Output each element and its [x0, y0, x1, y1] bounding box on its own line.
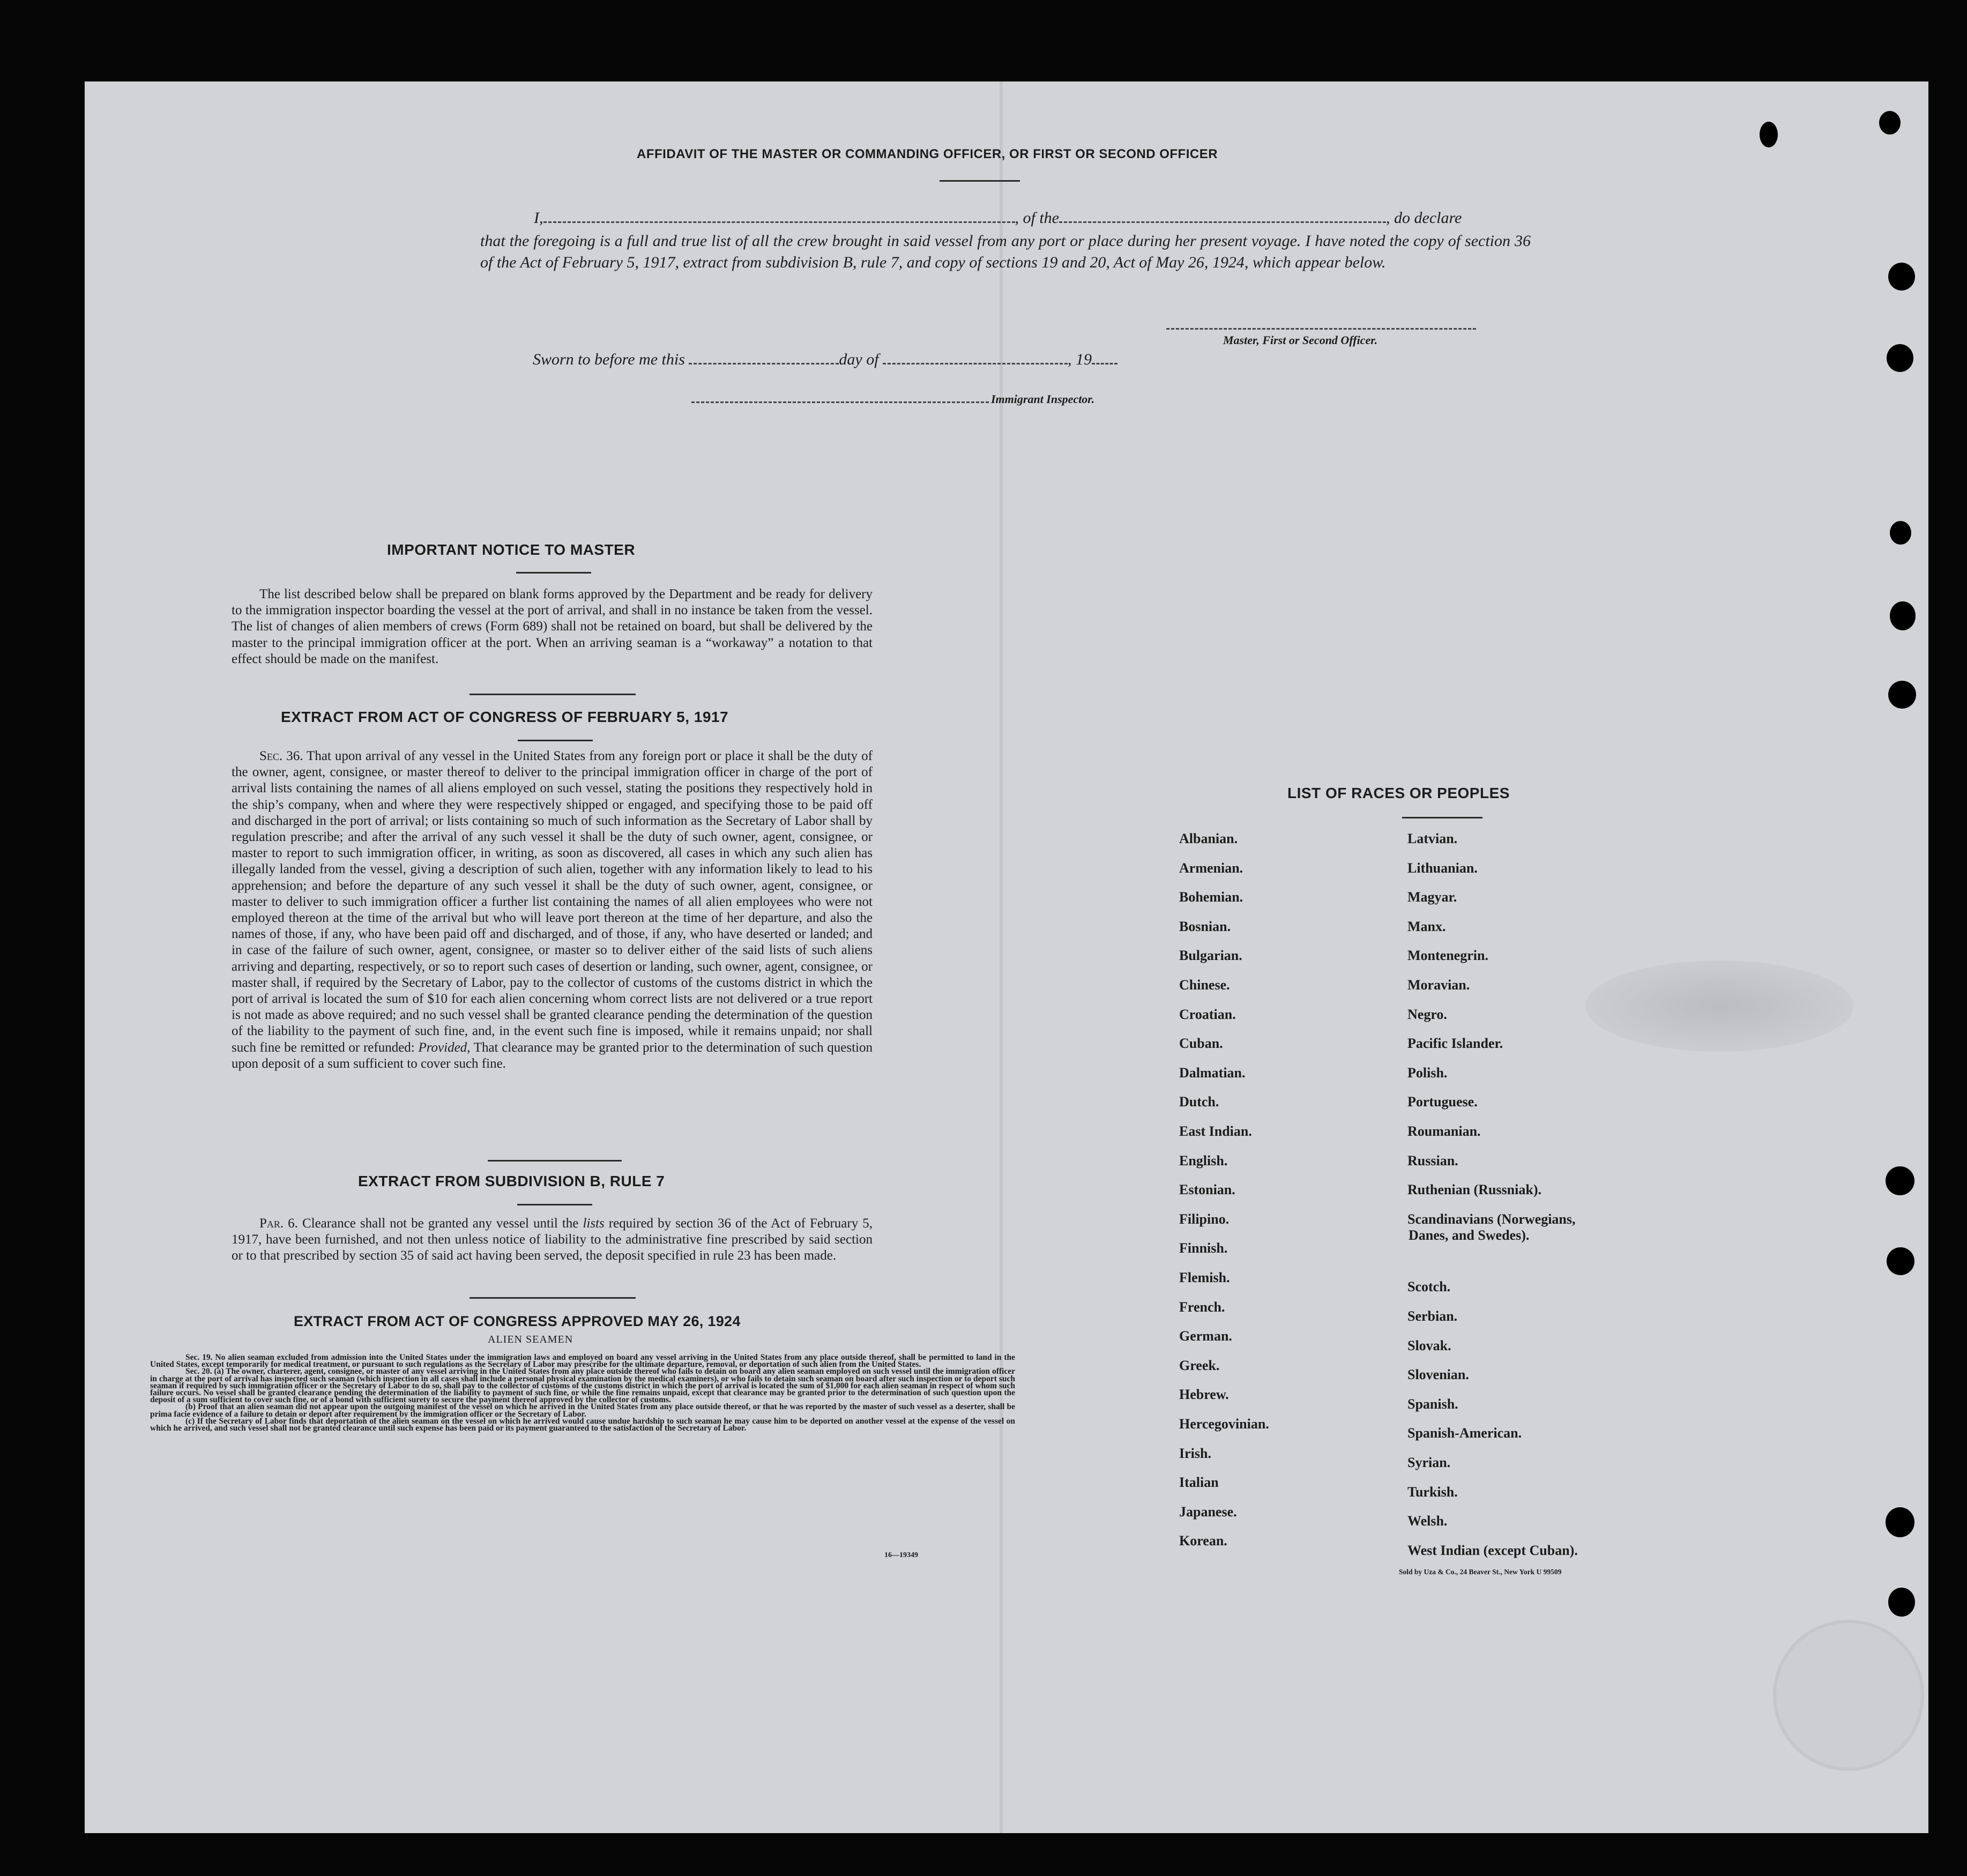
race-item: Roumanian. [1407, 1123, 1481, 1139]
race-item: Dalmatian. [1179, 1064, 1246, 1081]
embossed-seal [1773, 1620, 1924, 1771]
section-20a: Sec. 20. (a) The owner, charterer, agent, consignee, or master of any vessel arriving in the United States from any place outside thereof who fails to detain on board any alien seaman employed on such vessel until the immigration officer in charge at the port of arrival has inspected such seaman (which inspection in all cases shall include a personal physical examination by the medical examiners), or who fails to detain such seaman on board after such inspection or to deport such seaman if required by such immigration officer or the Secretary of Labor to do so, shall pay to the collector of customs of the customs district in which the port of arrival is located the sum of $1,000 for each alien seaman in respect of whom such failure occurs. No vessel shall be granted clearance pending the determination of the liability to payment of such fine, or while the fine remains unpaid, except that clearance may be granted prior to the determination of such question upon the deposit of a sum sufficient to cover such fine, or of a bond with sufficient surety to secure the payment thereof approved by the collector of customs. [150, 1367, 1015, 1405]
race-item: Slovak. [1407, 1337, 1451, 1353]
month-blank[interactable] [883, 363, 1068, 364]
race-item: Japanese. [1179, 1503, 1237, 1520]
race-item: Greek. [1179, 1357, 1220, 1373]
divider [940, 180, 1020, 182]
race-item: Bosnian. [1179, 918, 1231, 934]
race-item: Scotch. [1407, 1279, 1451, 1295]
race-item: Portuguese. [1407, 1094, 1478, 1110]
race-item: Croatian. [1179, 1006, 1236, 1022]
race-item: Irish. [1179, 1445, 1211, 1461]
race-item: German. [1179, 1328, 1232, 1344]
form-number: 16—19349 [884, 1551, 918, 1559]
signature-blank[interactable] [1166, 328, 1476, 330]
race-item: Slovenian. [1407, 1367, 1469, 1383]
binder-hole [1879, 111, 1901, 135]
race-item: Hebrew. [1179, 1387, 1229, 1403]
inspector-line [691, 392, 1094, 406]
binder-hole [1760, 122, 1778, 147]
race-item: Syrian. [1407, 1455, 1451, 1470]
binder-hole [1890, 521, 1911, 545]
binder-hole [1888, 263, 1915, 291]
binder-hole [1886, 1507, 1914, 1537]
day-blank[interactable] [689, 363, 839, 364]
provided-word: Provided, [418, 1040, 471, 1055]
race-item: Latvian. [1407, 831, 1458, 846]
race-item: Cuban. [1179, 1036, 1223, 1052]
rule-7-text-a: Clearance shall not be granted any vessel until the [302, 1216, 579, 1231]
rule-7-title: EXTRACT FROM SUBDIVISION B, RULE 7 [358, 1173, 665, 1189]
extract-1917-title: EXTRACT FROM ACT OF CONGRESS OF FEBRUARY 5, 1917 [281, 709, 729, 725]
binder-hole [1886, 1166, 1914, 1195]
race-item: Bulgarian. [1179, 948, 1242, 964]
race-item: Estonian. [1179, 1182, 1235, 1198]
race-item: Negro. [1407, 1006, 1447, 1022]
section-36-text: That upon arrival of any vessel in the United States from any foreign port or place it shall be the duty of the owner, agent, consignee, or master thereof to deliver to the principal immigration officer in charge of the port of arrival lists containing the names of all aliens employed on such vessel, stating the positions they respectively hold in the ship’s company, when and where they were respectively shipped or engaged, and specifying those to be paid off and discharged in the port of arrival; or lists containing so much of such information as the Secretary of Labor shall by regulation prescribe; and after the arrival of any such vessel it shall be the duty of such owner, agent, consignee, or master to report to such immigration officer, in writing, as soon as discovered, all cases in which any such alien has illegally landed from the vessel, giving a description of such alien, together with any information likely to lead to his apprehension; and before the departure of any such vessel it shall be the duty of such owner, agent, consignee, or master to deliver to such immigration officer a further list containing the names of all alien employees who were not employed thereon at the time of the arrival but who will leave port thereon at the time of her departure, and also the names of those, if any, who have been paid off and discharged, and of those, if any, who have deserted or landed; and in case of the failure of such owner, agent, consignee, or master so to deliver either of the said lists of such aliens arriving and departing, respectively, or so to report such cases of desertion or landing, such owner, agent, consignee, or master shall, if required by the Secretary of Labor, pay to the collector of customs of the customs district in which the port of arrival is located the sum of $10 for each alien concerning whom correct lists are not delivered or a true report is not made as above required; and no such vessel shall be granted clearance pending the determination of the question of the liability to the payment of such fine, and, in the event such fine is imposed, while it remains unpaid; nor shall such fine be remitted or refunded: [232, 749, 873, 1055]
fold-line [1000, 81, 1003, 1833]
race-item: Magyar. [1407, 889, 1457, 905]
races-title: LIST OF RACES OR PEOPLES [1287, 785, 1510, 801]
inspector-label: Immigrant Inspector. [991, 392, 1095, 406]
race-item: Flemish. [1179, 1270, 1230, 1285]
affidavit-body: that the foregoing is a full and true list of all the crew brought in said vessel from any port or place during her present voyage. I have noted the copy of section 36 of the Act of February 5, 1917, extract from subdivision B, rule 7, and copy of sections 19 and 20, Act of May 26, 1924, which appear below. [480, 232, 1531, 271]
section-20b: (b) Proof that an alien seaman did not appear upon the outgoing manifest of the vessel on which he arrived in the United States from any place outside thereof, or that he was reported by the master of such vessel as a deserter, shall be prima facie evidence of a failure to detain or deport after requirement by the immigration officer or the Secretary of Labor. [150, 1402, 1015, 1419]
race-item: Turkish. [1407, 1484, 1458, 1500]
race-item: Spanish-American. [1407, 1425, 1522, 1441]
sworn-year: , 19 [1068, 351, 1092, 368]
race-item: Finnish. [1179, 1240, 1228, 1256]
race-item: Italian [1179, 1475, 1219, 1491]
race-item: Korean. [1179, 1533, 1227, 1549]
race-item: Hercegovinian. [1179, 1416, 1269, 1432]
binder-hole [1888, 1588, 1915, 1617]
divider [488, 1160, 622, 1162]
binder-hole [1887, 344, 1913, 372]
divider [1402, 817, 1482, 818]
divider [516, 572, 591, 574]
document-sheet [85, 81, 1928, 1833]
section-36-end: That clearance may be granted prior to the determination of such question upon deposit of a sum sufficient to cover such fine. [232, 1040, 873, 1071]
rule-7-body [232, 1216, 873, 1264]
race-item: Polish. [1407, 1064, 1448, 1081]
race-item: Filipino. [1179, 1211, 1230, 1227]
affidavit-of-the: , of the [1015, 209, 1059, 227]
race-item: Lithuanian. [1407, 860, 1478, 876]
race-item: Moravian. [1407, 977, 1470, 993]
race-item: Bohemian. [1179, 889, 1243, 905]
race-item: Chinese. [1179, 977, 1230, 993]
race-item: French. [1179, 1299, 1225, 1315]
race-item: Dutch. [1179, 1094, 1219, 1110]
race-item: Spanish. [1407, 1396, 1458, 1412]
section-19: Sec. 19. No alien seaman excluded from admission into the United States under the immigration laws and employed on board any vessel arriving in the United States from any place outside thereof, shall be permitted to land in the United States, except temporarily for medical treatment, or pursuant to such regulations as the Secretary of Labor may prescribe for the ultimate departure, removal, or deportation of such alien from the United States. [150, 1353, 1015, 1369]
race-item: Welsh. [1407, 1513, 1448, 1529]
race-item: Albanian. [1179, 831, 1238, 846]
extract-1924-title: EXTRACT FROM ACT OF CONGRESS APPROVED MAY 26, 1924 [294, 1313, 741, 1329]
extract-1917-body [232, 748, 873, 1072]
race-item: Russian. [1407, 1152, 1458, 1168]
race-item: Montenegrin. [1407, 948, 1488, 964]
par-6-label: Par. 6. [259, 1216, 298, 1231]
section-36-label: Sec. 36. [259, 749, 303, 763]
divider [470, 1297, 636, 1299]
divider [517, 1204, 592, 1205]
year-blank[interactable] [1092, 363, 1117, 364]
extract-1924-body [150, 1354, 1015, 1432]
affidavit-declaration-line [534, 209, 1584, 227]
race-item: Danes, and Swedes). [1409, 1227, 1530, 1243]
race-item: English. [1179, 1152, 1228, 1168]
sworn-prefix: Sworn to before me this [533, 351, 685, 368]
binder-hole [1887, 1247, 1914, 1275]
lists-word: lists [583, 1216, 605, 1231]
printer-imprint: Sold by Uza & Co., 24 Beaver St., New York U 99509 [1399, 1568, 1562, 1576]
divider [470, 694, 636, 695]
alien-seamen-subtitle: ALIEN SEAMEN [488, 1334, 573, 1345]
affidavit-title: AFFIDAVIT OF THE MASTER OR COMMANDING OFFICER, OR FIRST OR SECOND OFFICER [637, 147, 1218, 161]
vessel-blank[interactable] [1059, 221, 1386, 223]
notice-title: IMPORTANT NOTICE TO MASTER [387, 541, 636, 558]
sworn-day: day of [839, 351, 879, 368]
race-item: Pacific Islander. [1407, 1036, 1503, 1052]
name-blank[interactable] [543, 221, 1015, 223]
race-item: Manx. [1407, 918, 1446, 934]
divider [518, 740, 593, 741]
race-item: Armenian. [1179, 860, 1243, 876]
affidavit-declare: , do declare [1386, 209, 1462, 227]
rule-7-text-b: required by section 36 of the Act of February 5, 1917, have been furnished, and not then unless notice of liability to the administrative fine prescribed by said section or to that prescribed by section 35 of said act having been served, the deposit specified in rule 23 has been made. [232, 1216, 873, 1263]
race-item: Serbian. [1407, 1308, 1458, 1324]
sworn-line [533, 351, 1117, 369]
binder-hole [1890, 601, 1916, 630]
inspector-blank[interactable] [691, 401, 989, 403]
stain [1585, 961, 1853, 1052]
race-item: East Indian. [1179, 1123, 1252, 1139]
affidavit-i: I, [534, 209, 543, 227]
race-item: Ruthenian (Russniak). [1407, 1182, 1541, 1198]
binder-hole [1888, 681, 1916, 709]
section-20c: (c) If the Secretary of Labor finds that deportation of the alien seaman on the vessel on which he arrived would cause undue hardship to such seaman he may cause him to be deported on another vessel at the expense of the vessel on which he arrived, and such vessel shall not be granted clearance until such expense has been paid or its payment guaranteed to the satisfaction of the Secretary of Labor. [150, 1416, 1015, 1433]
signature-label: Master, First or Second Officer. [1223, 333, 1378, 347]
race-item: Scandinavians (Norwegians, [1407, 1211, 1576, 1227]
notice-body: The list described below shall be prepared on blank forms approved by the Department and be ready for delivery to the immigration inspector boarding the vessel at the port of arrival, and shall in no instance be taken from the vessel. The list of changes of alien members of crews (Form 689) shall not be retained on board, but shall be delivered by the master to the principal immigration officer at the port. When an arriving seaman is a “workaway” a notation to that effect should be made on the manifest. [232, 587, 873, 666]
race-item: West Indian (except Cuban). [1407, 1542, 1578, 1558]
